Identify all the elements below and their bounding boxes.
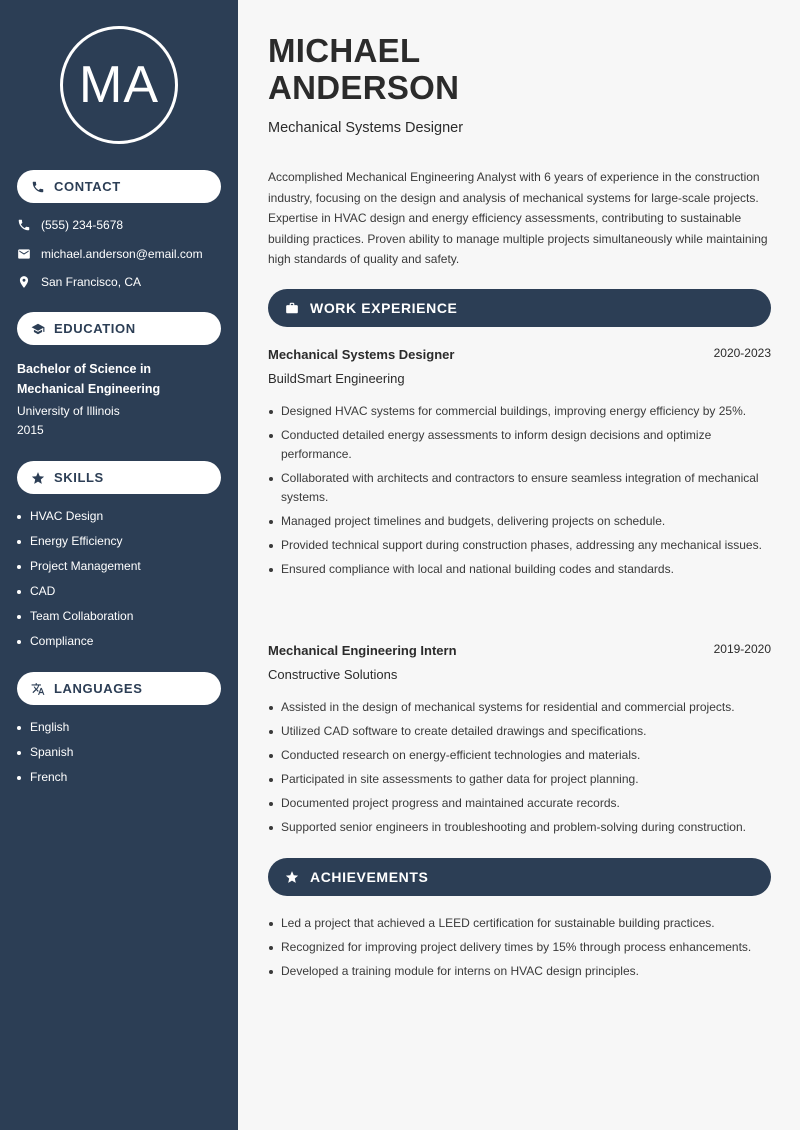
job-dates: 2019-2020 <box>713 642 771 656</box>
education-year: 2015 <box>17 423 44 437</box>
list-item: HVAC Design <box>17 504 141 529</box>
list-item: Team Collaboration <box>17 604 141 629</box>
list-item: French <box>17 765 73 790</box>
list-item: Utilized CAD software to create detailed drawings and specifications. <box>268 722 771 741</box>
list-item: Conducted detailed energy assessments to inform design decisions and optimize performance. <box>268 426 771 464</box>
list-item: Led a project that achieved a LEED certification for sustainable building practices. <box>268 914 771 933</box>
job-company: BuildSmart Engineering <box>268 371 405 386</box>
job-title: Mechanical Systems Designer <box>268 120 464 136</box>
contact-email[interactable]: michael.anderson@email.com <box>17 247 203 261</box>
list-item: Provided technical support during construction phases, addressing any mechanical issues. <box>268 536 771 555</box>
list-item: English <box>17 715 73 740</box>
achievements-list <box>268 914 771 986</box>
phone-icon <box>31 180 45 194</box>
profile-summary: Accomplished Mechanical Engineering Analyst with 6 years of experience in the construction industry, focusing on the design and analysis of mechanical systems for large-scale projects. Expertise in HVAC design and energy efficiency assessments, contributing to sustainable building practices. Proven ability to manage multiple projects simultaneously while maintaining high standards of quality and safety. <box>268 170 768 266</box>
education-heading: EDUCATION <box>17 312 221 345</box>
education-degree: Bachelor of Science in Mechanical Engineering <box>17 362 161 396</box>
job-bullets <box>268 698 771 842</box>
briefcase-icon <box>285 301 299 315</box>
star-icon <box>285 870 299 884</box>
contact-location: San Francisco, CA <box>17 275 141 289</box>
last-name: ANDERSON <box>268 69 460 106</box>
list-item: Managed project timelines and budgets, delivering projects on schedule. <box>268 512 771 531</box>
education-school: University of Illinois <box>17 404 120 418</box>
star-icon <box>31 471 45 485</box>
first-name: MICHAEL <box>268 32 421 69</box>
translate-icon <box>31 682 45 696</box>
list-item: Conducted research on energy-efficient technologies and materials. <box>268 746 771 765</box>
location-pin-icon <box>17 275 31 289</box>
job-dates: 2020-2023 <box>713 346 771 360</box>
list-item: Ensured compliance with local and national building codes and standards. <box>268 560 771 579</box>
full-name <box>268 32 459 106</box>
list-item: Project Management <box>17 554 141 579</box>
job-role: Mechanical Systems Designer <box>268 347 455 362</box>
contact-phone: (555) 234-5678 <box>17 218 123 232</box>
languages-list <box>17 715 73 790</box>
skills-list <box>17 504 141 654</box>
achievements-heading: ACHIEVEMENTS <box>268 858 771 896</box>
list-item: Spanish <box>17 740 73 765</box>
job-company: Constructive Solutions <box>268 667 398 682</box>
list-item: Compliance <box>17 629 141 654</box>
list-item: Documented project progress and maintained accurate records. <box>268 794 771 813</box>
job-bullets <box>268 402 771 584</box>
skills-heading: SKILLS <box>17 461 221 494</box>
list-item: Designed HVAC systems for commercial buildings, improving energy efficiency by 25%. <box>268 402 771 421</box>
list-item: Assisted in the design of mechanical systems for residential and commercial projects. <box>268 698 771 717</box>
contact-heading: CONTACT <box>17 170 221 203</box>
list-item: CAD <box>17 579 141 604</box>
graduation-cap-icon <box>31 322 45 336</box>
list-item: Supported senior engineers in troubleshooting and problem-solving during construction. <box>268 818 771 837</box>
list-item: Developed a training module for interns on HVAC design principles. <box>268 962 771 981</box>
sidebar <box>0 0 238 1130</box>
job-role: Mechanical Engineering Intern <box>268 643 457 658</box>
initials-avatar: MA <box>60 26 178 144</box>
list-item: Participated in site assessments to gather data for project planning. <box>268 770 771 789</box>
list-item: Collaborated with architects and contractors to ensure seamless integration of mechanical systems. <box>268 469 771 507</box>
phone-icon <box>17 218 31 232</box>
work-experience-heading: WORK EXPERIENCE <box>268 289 771 327</box>
list-item: Recognized for improving project delivery times by 15% through process enhancements. <box>268 938 771 957</box>
languages-heading: LANGUAGES <box>17 672 221 705</box>
list-item: Energy Efficiency <box>17 529 141 554</box>
mail-icon <box>17 247 31 261</box>
